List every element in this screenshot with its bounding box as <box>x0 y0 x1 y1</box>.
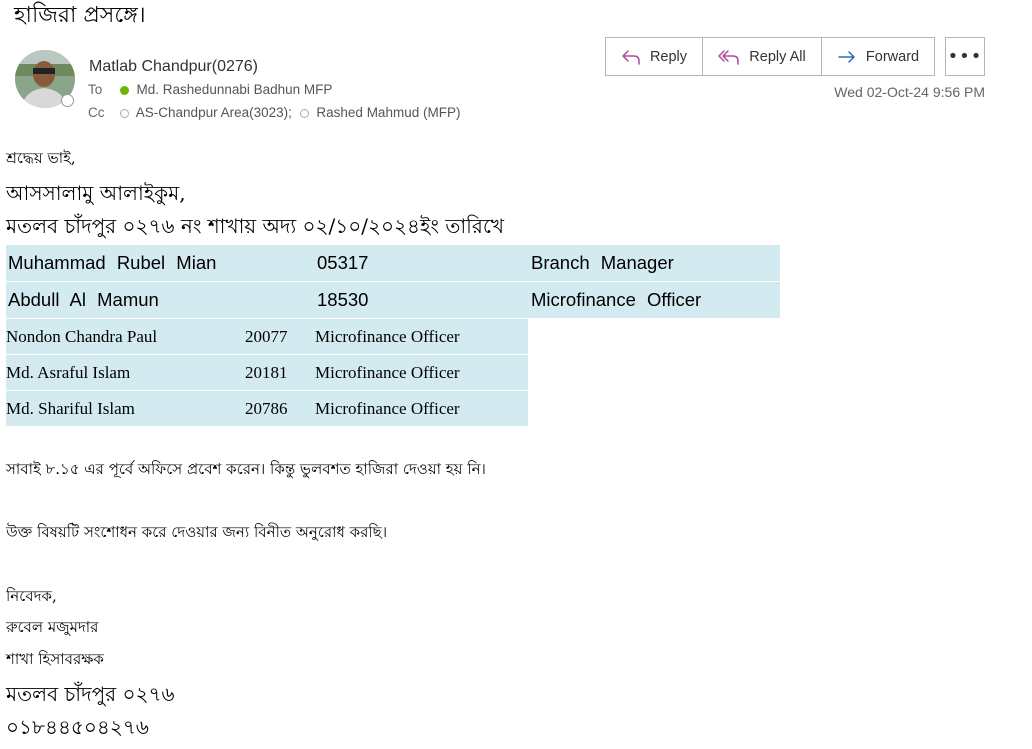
greeting: আসসালামু আলাইকুম, <box>6 181 186 205</box>
cc-line <box>88 105 460 120</box>
presence-available-icon <box>120 86 129 95</box>
staff-role: Branch Manager <box>531 252 674 273</box>
reply-icon <box>621 49 641 65</box>
body-paragraph: সাবাই ৮.১৫ এর পূর্বে অফিসে প্রবেশ করেন। কিন্তু ভুলবশত হাজিরা দেওয়া হয় নি। <box>6 460 486 478</box>
reply-all-icon <box>718 49 740 65</box>
staff-id: 05317 <box>317 252 369 273</box>
staff-id: 18530 <box>317 289 369 310</box>
reply-button[interactable] <box>606 38 703 75</box>
table-row <box>6 391 528 427</box>
staff-name: Md. Shariful Islam <box>6 398 135 418</box>
cc-label: Cc <box>88 105 105 120</box>
more-icon: ••• <box>947 46 983 67</box>
forward-arrow-icon <box>837 49 857 65</box>
table-row <box>6 355 528 391</box>
staff-id: 20077 <box>245 326 288 346</box>
staff-name: Nondon Chandra Paul <box>6 326 158 346</box>
sender-name[interactable]: Matlab Chandpur(0276) <box>89 58 258 75</box>
to-label: To <box>88 82 103 97</box>
staff-name: Muhammad Rubel Mian <box>8 252 217 273</box>
staff-id: 20181 <box>245 362 288 382</box>
reply-all-button[interactable] <box>703 38 822 75</box>
table-row <box>6 319 528 355</box>
salutation: শ্রদ্ধেয় ভাই, <box>6 149 76 167</box>
body-paragraph: উক্ত বিষয়টি সংশোধন করে দেওয়ার জন্য বিনীত অনুরোধ করছি। <box>6 523 388 541</box>
presence-offline-icon <box>120 109 129 118</box>
intro-line: মতলব চাঁদপুর ০২৭৬ নং শাখায় অদ্য ০২/১০/২০২৪ইং তারিখে <box>6 214 505 238</box>
staff-role: Microfinance Officer <box>531 289 702 310</box>
staff-table <box>6 245 780 319</box>
cc-recipient[interactable]: Rashed Mahmud (MFP) <box>316 105 461 120</box>
presence-offline-icon <box>61 94 74 107</box>
staff-table <box>6 319 528 427</box>
forward-button[interactable] <box>822 38 934 75</box>
signature-branch: মতলব চাঁদপুর ০২৭৬ <box>6 682 175 706</box>
signature-title: শাখা হিসাবরক্ষক <box>6 650 104 668</box>
table-row <box>6 245 780 282</box>
closing: নিবেদক, <box>6 587 57 605</box>
signature-name: রুবেল মজুমদার <box>6 618 99 636</box>
presence-offline-icon <box>300 109 309 118</box>
reply-label: Reply <box>649 48 688 65</box>
table-row <box>6 282 780 319</box>
staff-role: Microfinance Officer <box>315 362 460 382</box>
staff-role: Microfinance Officer <box>315 398 460 418</box>
staff-role: Microfinance Officer <box>315 326 460 346</box>
staff-name: Md. Asraful Islam <box>6 362 131 382</box>
sent-date: Wed 02-Oct-24 9:56 PM <box>834 84 985 100</box>
message-actions <box>605 37 935 76</box>
to-recipient[interactable]: Md. Rashedunnabi Badhun MFP <box>136 82 333 97</box>
to-line <box>88 82 332 97</box>
staff-name: Abdull Al Mamun <box>8 289 159 310</box>
signature-phone: ০১৮৪৪৫০৪২৭৬ <box>6 715 149 739</box>
staff-id: 20786 <box>245 398 288 418</box>
cc-recipient[interactable]: AS-Chandpur Area(3023); <box>135 105 292 120</box>
reply-all-label: Reply All <box>749 48 806 65</box>
email-subject: হাজিরা প্রসঙ্গে। <box>14 3 146 28</box>
forward-label: Forward <box>865 48 920 65</box>
more-actions-button[interactable] <box>945 37 985 76</box>
